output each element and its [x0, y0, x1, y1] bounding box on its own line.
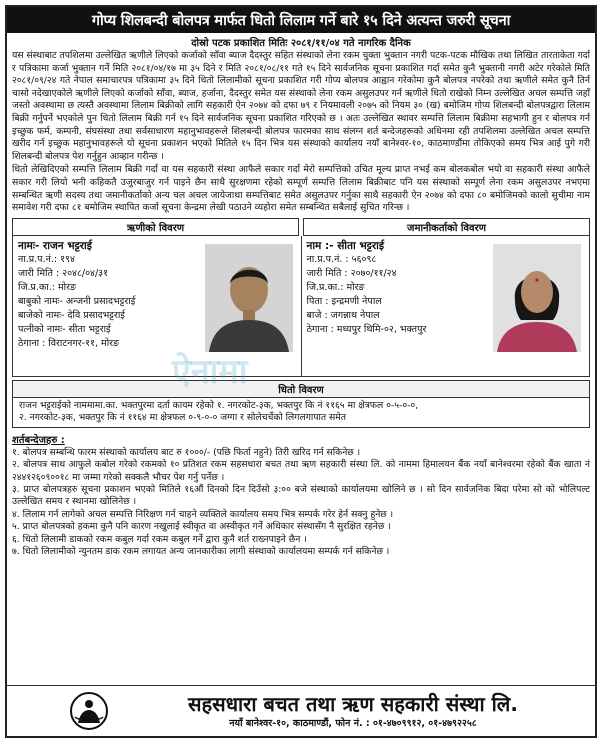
- watermark: ऐनामा: [172, 352, 248, 392]
- collateral-heading: धितो विवरण: [12, 380, 590, 398]
- guarantor-line: बाजे : जगन्नाथ नेपाल: [306, 309, 380, 321]
- guarantor-details: [301, 236, 590, 376]
- guarantor-line: जि.प्र.का.: मोरङ: [306, 281, 365, 293]
- borrower-portrait-icon: [205, 244, 293, 352]
- condition-item: ३. प्राप्त बोलपत्रहरु सूचना प्रकाशन भएको मितिले १६औं दिनको दिन दिउँसो ३:०० बजे संस्थाको कार्यालयमा खोलिने छ । सो दिन सार्वजनिक बिदा परेमा सो को भोलिपल्ट उल्लेखित समय र स्थानमा खोलिनेछ ।: [12, 483, 590, 508]
- notice-paragraph-2: धितो लेखिदिएको सम्पत्ति लिलाम बिक्री गर्दा वा यस सहकारी संस्था आफैले सकार गर्दा मेरो सम्पत्तिको उचित मूल्य प्राप्त नभई कम बोलकबोल भयो वा सहकारी संस्था आफैले सकार गरी लियो भनी कहिकतै उजुरबाजुर गर्न पाइने छैन साथै सुरक्षणमा रहेको सम्पूर्ण सम्पत्ति लिलाम बिक्रीबाट पनि यस संस्थाको सम्पूर्ण लेना रकम असुलउपर नभएमा सम्बन्धित ऋणी सदस्य तथा जमानीकर्ताको अन्य चल अचल जायेजाथा सम्पत्तिबाट समेत असुलउपर गर्नुका साथै सहकारी ऐन २०७४ को दफा ८० बमोजिमको कालो सुचीमा नाम समावेश गरी दफा ८१ बमोजिम स्थापित कर्जा सूचना केन्द्रमा लेखी पठाउने व्यहोरा समेत सम्बन्धित सबैलाई सुचित गरिन्छ ।: [12, 164, 590, 214]
- conditions-list: [12, 447, 590, 559]
- details-box: [12, 236, 590, 377]
- condition-item: २. बोलपत्र साथ आफुले कबोल गरेको रकमको १० प्रतिशत रकम सहसधारा बचत तथा ऋण सहकारी संस्था लि. को नाममा हिमालयन बैंक नयाँ बानेश्वरमा रहेको बैंक खाता नं २४४१२६०९००१८ मा जम्मा गरेको सक्कलै भौचर पेश गर्नु पर्नेछ ।: [12, 459, 590, 483]
- footer: [7, 685, 595, 736]
- condition-item: ६. धितो लिलामी डाकको रकम कबुल गर्दा रकम कबुल गर्ने द्वारा कुनै शर्त राख्नपाइने छैन ।: [12, 533, 307, 545]
- collateral-details: [12, 398, 590, 428]
- guarantor-line: ठेगाना : मध्यपुर थिमि-०२, भक्तपुर: [306, 323, 427, 335]
- condition-item: ५. प्राप्त बोलपत्रको हकमा कुनै पनि कारण नखुलाई स्वीकृत वा अस्वीकृत गर्ने अधिकार संस्थासँग नै सुरक्षित रहनेछ ।: [12, 521, 391, 533]
- borrower-line: बाबुको नामः- अन्जनी प्रसादभट्टराई: [18, 295, 136, 307]
- condition-item: ४. लिलाम गर्न लागेको अचल सम्पत्ति निरिक्षण गर्न चाहने व्यक्तिले कार्यालय समय भित्र सम्पर्क गरेर हेर्न सक्नु हुनेछ ।: [12, 508, 394, 520]
- borrower-photo: [205, 244, 293, 352]
- borrower-line: जि.प्र.का.: मोरङ: [18, 281, 77, 293]
- guarantor-heading: जमानीकर्ताको विवरण: [303, 218, 590, 236]
- organization-address: नयाँ बानेश्वर-१०, काठमाण्डौं, फोन नं. : ०१-४७०९९१२, ०१-४७९२२५८: [229, 718, 477, 729]
- condition-item: १. बोलपत्र सम्बन्धि फारम संस्थाको कार्यालय बाट रु १०००/- (पछि फिर्ता नहुने) तिरी खरिद गर्न सकिनेछ ।: [12, 446, 361, 458]
- borrower-line: ठेगाना : विराटनगर-११, मोरङ: [18, 337, 120, 349]
- borrower-details: [13, 236, 301, 376]
- borrower-line: पत्नीको नामः- सीता भट्टराई: [18, 323, 111, 335]
- guarantor-photo: [493, 244, 581, 352]
- condition-item: ७. धितो लिलामीको न्युनतम डाक रकम लगायत अन्य जानकारीका लागी संस्थाको कार्यालयमा सम्पर्क गर्न सकिनेछ ।: [12, 545, 390, 557]
- collateral-line: राजन भट्टराईको नाममामा.का. भक्तपुरमा दर्ता कायम रहेको १. नगरकोट-३क, भक्तपुर कि नं ११६५ मा क्षेत्रफल ०-५-०-०,: [19, 399, 419, 411]
- conditions-heading: शर्तबन्देजहरु :: [12, 434, 65, 446]
- guarantor-line: जारी मिति : २०७०/११/२४: [306, 267, 397, 279]
- guarantor-name: नाम :- सीता भट्टराई: [306, 239, 385, 252]
- cooperative-logo-icon: [69, 691, 109, 731]
- details-headings: [12, 218, 590, 236]
- borrower-line: जारी मिति : २०४८/०४/३१: [18, 267, 109, 279]
- borrower-line: बाजेको नामः- देवि प्रसादभट्टराई: [18, 309, 125, 321]
- guarantor-line: पिता : इन्द्रमणी नेपाल: [306, 295, 382, 307]
- collateral-line: २. नगरकोट-३क, भक्तपुर कि नं ११६४ मा क्षेत्रफल ०-९-०-० जग्गा र सोलेचर्चेको लिगलगापात समेत: [19, 412, 346, 424]
- borrower-line: ना.प्र.प.नं.: १९४: [18, 253, 75, 265]
- borrower-heading: ऋणीको विवरण: [12, 218, 299, 236]
- guarantor-line: ना.प्र.प.नं. : ५६०९८: [306, 253, 377, 265]
- notice-subtitle: दोस्रो पटक प्रकाशित मितिः २०८१/११/०४ गते नागरिक दैनिक: [191, 38, 411, 49]
- notice-title: गोप्य शिलबन्दी बोलपत्र मार्फत धितो लिलाम गर्ने बारे १५ दिने अत्यन्त जरुरी सूचना: [7, 7, 595, 33]
- guarantor-portrait-icon: [493, 244, 581, 352]
- borrower-name: नामः- राजन भट्टराई: [18, 239, 92, 252]
- organization-name: सहसधारा बचत तथा ऋण सहकारी संस्था लि.: [188, 692, 518, 716]
- notice-paragraph-1: यस संस्थाबाट तपशिलमा उल्लेखित ऋणीले लिएको कर्जाको साँवा ब्याज दैदस्तुर सहित संस्थाको लेना रकम चुक्ता भुक्तान नगरी पटक-पटक मौखिक तथा लिखित तारताकेता गर्दा र पत्रिकामा कर्जा भुक्तान गर्ने मिति २०८१/०४/१७ मा ३५ दिने र मिति २०८१/०८/११ गते १५ दिने सार्वजनिक सूचना प्रकाशित गर्दा समेत कुनै भुक्तानी नगरी अटेर गरेकोले मिति २०८१/०९/२४ गते नेपाल समाचारपत्र पत्रिकामा ३५ दिने धितो लिलामीको सूचना प्रकाशित गरी गोप्य बोलपत्र आह्वान गरेकोमा कुनै बोलपत्र नपरेको तथा ऋणीले समेत कुनै तिर्न चासो नदेखाएकोले ऋणीले लिएको कर्जाको साँवा, ब्याज, हर्जाना, दैदस्तुर समेत यस संस्थाको लेना रकम असुलउपर गर्न ऋणीले धितो राखेको निम्न उल्लेखित अचल सम्पत्ति जहाँ जस्तो अवस्थामा छ त्यस्तै अवस्थामा लिलाम बिक्रीको लागि सहकारी ऐन २०७४ को दफा ७९ र नियमावली २०७५ को नियम ३० (ख) बमोजिम गोप्य शिलबन्दी बोलपत्रद्वारा लिलाम बिक्री गर्नुपर्ने भएकोले पुन धितो लिलाम बिक्री गर्न १५ दिने सार्वजनिक सूचना प्रकाशित गरिएको छ । अतः उल्लेखित स्थावर सम्पत्ति लिलाम बिक्रीमा सहभागी हुन र बोलपत्र गर्न इच्छुक फर्म, कम्पनी, संघसंस्था तथा सर्वसाधारण महानुभावहरूले शिलबन्दी बोलपत्र फारमका साथ संलग्न शर्त बन्देजहरूको अधिनमा रही तपशिलमा उल्लेखित अचल सम्पत्ति खरीद गर्न इच्छुक महानुभावहरूले यो सूचना प्रकाशन भएको मितिले १५ दिन भित्र यस संस्थाको कार्यालय नयाँ बानेश्वर-१०, काठमाण्डौंमा तोकिएको समय भित्र आई पुगे गरी शिलबन्दी बोलपत्र पेश गर्नुहुन आव्हान गरीन्छ ।: [12, 50, 590, 162]
- notice-page: [5, 5, 597, 738]
